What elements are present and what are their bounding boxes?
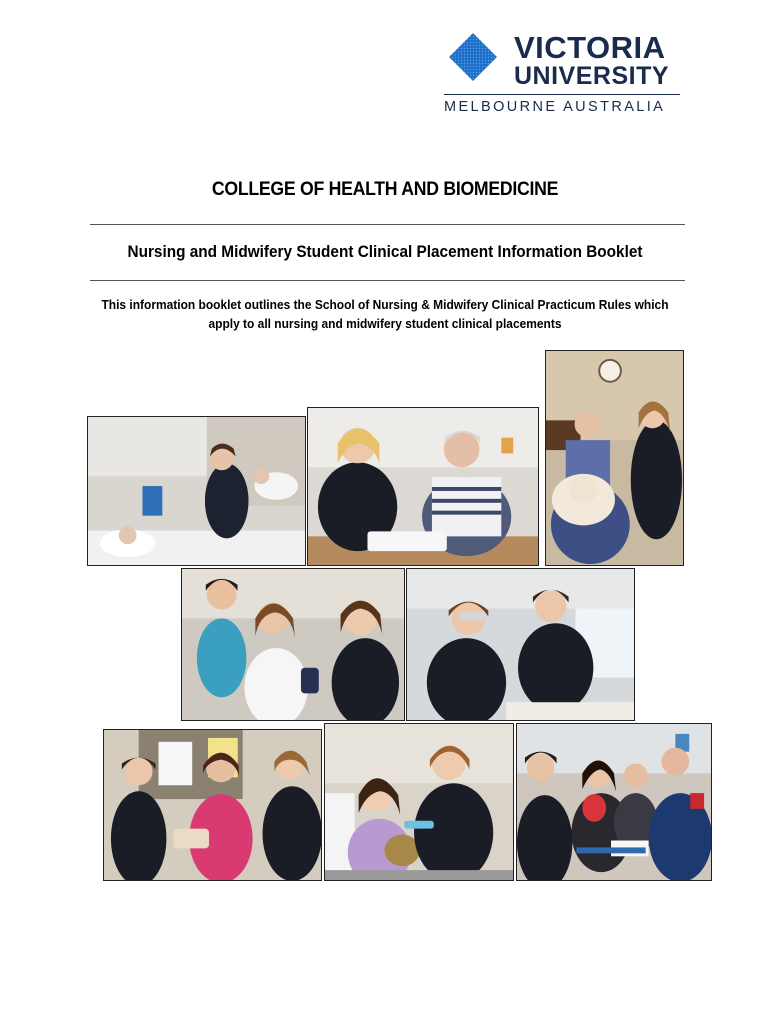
photo-student-iv-pump — [87, 416, 306, 566]
photo-students-with-pregnant-woman — [181, 568, 405, 721]
intro-paragraph: This information booklet outlines the School of Nursing & Midwifery Clinical Practicum Rules which apply to all nursing and midwifery student clinical placements — [101, 298, 669, 331]
logo-line-1: VICTORIA — [514, 30, 666, 65]
victoria-university-logo — [444, 26, 684, 118]
vu-diamond-icon — [448, 32, 498, 82]
photo-paramedic-with-baby — [516, 723, 712, 881]
photo-students-with-instructor — [103, 729, 322, 881]
photo-students-safety-glasses — [406, 568, 635, 721]
photo-student-with-patient-pills — [307, 407, 539, 566]
college-title: COLLEGE OF HEALTH AND BIOMEDICINE — [211, 179, 559, 200]
photo-student-with-child — [324, 723, 514, 881]
booklet-title: Nursing and Midwifery Student Clinical Placement Information Booklet — [127, 243, 643, 261]
logo-divider — [444, 94, 680, 95]
photo-elderly-man-with-dog — [545, 350, 684, 566]
title-divider-top — [90, 224, 685, 225]
title-divider-bottom — [90, 280, 685, 281]
logo-line-2: UNIVERSITY — [514, 62, 670, 90]
logo-tagline: MELBOURNE AUSTRALIA — [444, 99, 666, 115]
